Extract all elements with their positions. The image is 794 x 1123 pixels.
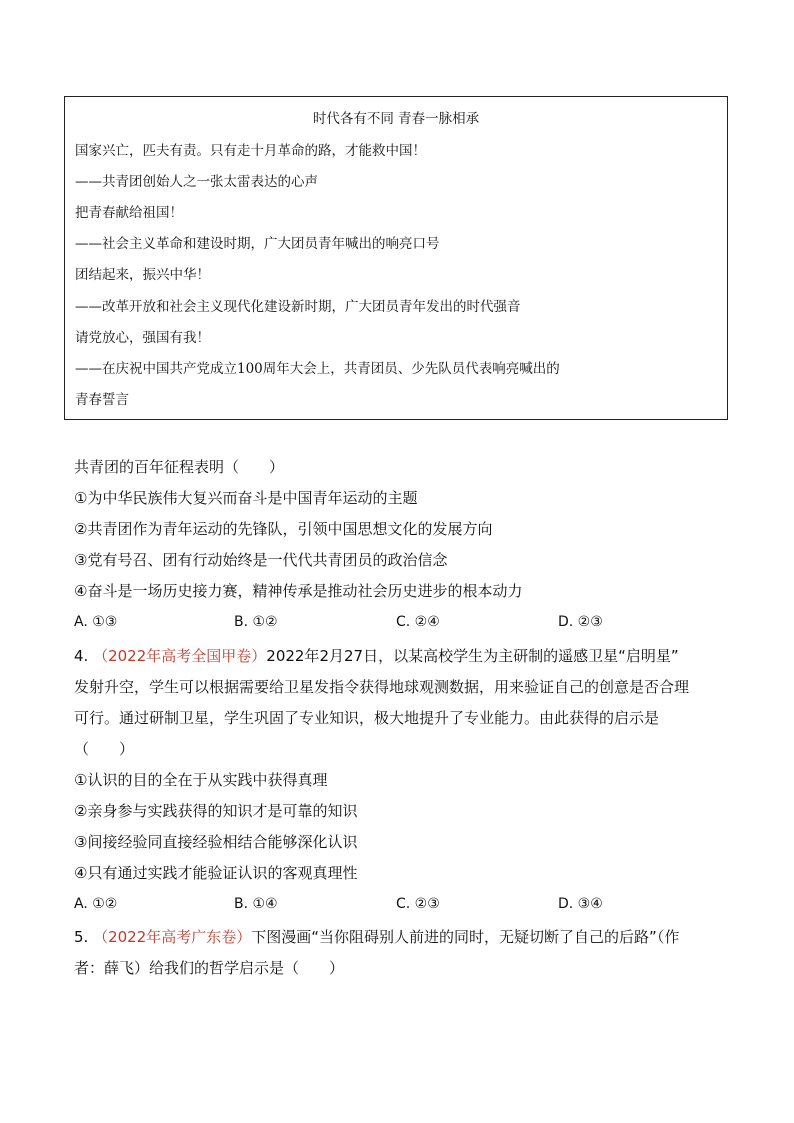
q3-stem: 共青团的百年征程表明（ ） — [74, 458, 285, 476]
q3-option-d[interactable]: D. ②③ — [558, 614, 603, 630]
quote-line: 青春誓言 — [75, 392, 129, 408]
q3-statement-4: ④奋斗是一场历史接力赛，精神传承是推动社会历史进步的根本动力 — [74, 582, 523, 600]
q3-option-c[interactable]: C. ②④ — [396, 614, 440, 630]
q4-stem-line-4: （ ） — [74, 740, 135, 758]
quote-line: ——共青团创始人之一张太雷表达的心声 — [75, 174, 318, 190]
quote-line: ——社会主义革命和建设时期，广大团员青年喊出的响亮口号 — [75, 236, 440, 252]
q4-option-c[interactable]: C. ②③ — [396, 896, 440, 912]
quote-line: 请党放心，强国有我！ — [75, 330, 210, 346]
q4-option-d[interactable]: D. ③④ — [558, 896, 603, 912]
q3-option-b[interactable]: B. ①② — [234, 614, 278, 630]
q3-option-a[interactable]: A. ①③ — [74, 614, 118, 630]
q4-statement-3: ③间接经验同直接经验相结合能够深化认识 — [74, 833, 358, 851]
quote-box-title: 时代各有不同 青春一脉相承 — [312, 111, 480, 127]
quote-line: 国家兴亡，匹夫有责。只有走十月革命的路，才能救中国！ — [75, 143, 426, 159]
quote-box — [64, 96, 728, 420]
q4-stem-line-3: 可行。通过研制卫星，学生巩固了专业知识，极大地提升了专业能力。由此获得的启示是 — [74, 709, 660, 727]
q5-number: 5. — [74, 928, 89, 946]
q4-statement-4: ④只有通过实践才能验证认识的客观真理性 — [74, 864, 358, 882]
q5-stem-text: 下图漫画“当你阻碍别人前进的同时，无疑切断了自己的后路”（作 — [251, 928, 680, 946]
q3-statement-1: ①为中华民族伟大复兴而奋斗是中国青年运动的主题 — [74, 489, 418, 507]
q5-stem-line-1 — [74, 926, 679, 947]
quote-line: ——改革开放和社会主义现代化建设新时期，广大团员青年发出的时代强音 — [75, 299, 521, 315]
quote-line: 把青春献给祖国！ — [75, 205, 183, 221]
q4-option-b[interactable]: B. ①④ — [234, 896, 278, 912]
q4-number: 4. — [74, 647, 89, 665]
q4-stem-text: 2022年2月27日，以某高校学生为主研制的遥感卫星“启明星” — [266, 647, 679, 665]
q4-stem-line-1 — [74, 645, 679, 666]
q4-source: （2022年高考全国甲卷） — [93, 647, 267, 665]
q5-stem-line-2: 者：薛飞）给我们的哲学启示是（ ） — [74, 959, 345, 977]
quote-line: ——在庆祝中国共产党成立100周年大会上，共青团员、少先队员代表响亮喊出的 — [75, 361, 560, 377]
q4-statement-1: ①认识的目的全在于从实践中获得真理 — [74, 771, 328, 789]
q3-statement-3: ③党有号召、团有行动始终是一代代共青团员的政治信念 — [74, 551, 448, 569]
q4-option-a[interactable]: A. ①② — [74, 896, 118, 912]
q4-statement-2: ②亲身参与实践获得的知识才是可靠的知识 — [74, 802, 358, 820]
quote-line: 团结起来，振兴中华！ — [75, 267, 210, 283]
q5-source: （2022年高考广东卷） — [93, 928, 252, 946]
q3-statement-2: ②共青团作为青年运动的先锋队，引领中国思想文化的发展方向 — [74, 520, 493, 538]
q4-stem-line-2: 发射升空，学生可以根据需要给卫星发指令获得地球观测数据，用来验证自己的创意是否合理 — [74, 678, 690, 696]
